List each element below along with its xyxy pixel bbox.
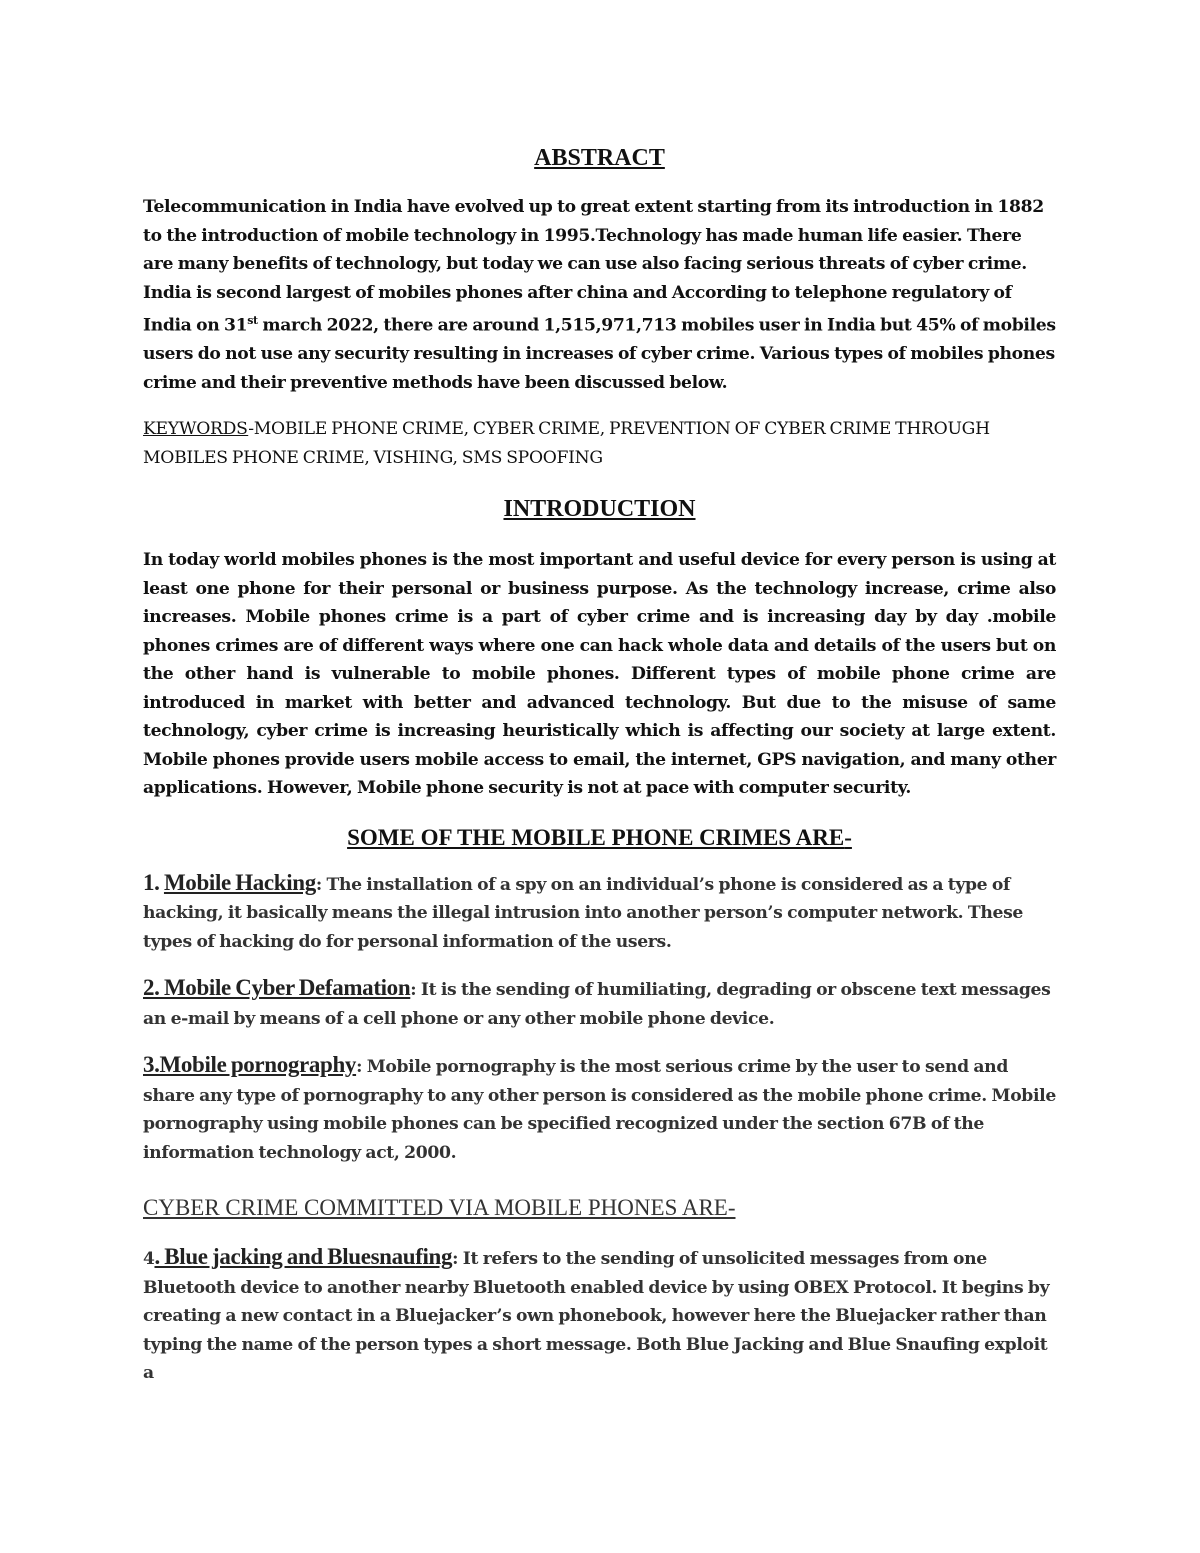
cyber-crime-section-heading: CYBER CRIME COMMITTED VIA MOBILE PHONES ARE- (143, 1195, 736, 1221)
keywords-text: -MOBILE PHONE CRIME, CYBER CRIME, PREVENTION OF CYBER CRIME THROUGH MOBILES PHONE CRIME, VISHING, SMS SPOOFING (143, 419, 990, 468)
crime-item-text: : It refers to the sending of unsolicited messages from one Bluetooth device to another nearby Bluetooth enabled device by using OBEX Protocol. It begins by creating a new contact in a Bluejacker’s own phonebook, however here the Bluejacker rather than typing the name of the person types a short message. Both Blue Jacking and Blue Snaufing exploit a (143, 1249, 1050, 1384)
crime-item-mobile-pornography (143, 1051, 1056, 1167)
crime-item-text: : It is the sending of humiliating, degrading or obscene text messages an e-mail by means of a cell phone or any other mobile phone device. (143, 980, 1051, 1029)
crime-item-title (143, 870, 316, 895)
crime-item-number: 4 (143, 1249, 155, 1270)
crime-item-mobile-hacking (143, 869, 1056, 957)
crime-item-title (143, 1052, 356, 1077)
abstract-ordinal-suffix: st (247, 314, 258, 327)
crimes-heading-text: SOME OF THE MOBILE PHONE CRIMES ARE (347, 824, 845, 850)
crime-item-text: : Mobile pornography is the most serious crime by the user to send and share any type of pornography to any other person is considered as the mobile phone crime. Mobile pornography using mobile phones can be specified recognized under the section 67B of the information technology act, 2000. (143, 1057, 1056, 1163)
crime-item-blue-jacking (143, 1243, 1056, 1388)
keywords-label: KEYWORDS (143, 419, 249, 440)
abstract-paragraph (143, 193, 1056, 397)
crime-item-title-text: . Blue jacking and Bluesnaufing (154, 1244, 453, 1270)
crime-item-title-text: 3.Mobile pornography (143, 1052, 357, 1078)
crime-item-number: 1. (143, 869, 164, 895)
crime-item-title-text: 2. Mobile Cyber Defamation (143, 975, 411, 1001)
crime-item-title-text: Mobile Hacking (163, 869, 316, 895)
crime-item-text: : The installation of a spy on an individual’s phone is considered as a type of hacking, it basically means the illegal intrusion into another person’s computer network. These types of hacking do for personal information of the users. (143, 874, 1023, 952)
abstract-text-part1: Telecommunication in India have evolved up to great extent starting from its introduction in 1882 to the introduction of mobile technology in 1995.Technology has made human life easier. There are many benefits of technology, but today we can use also facing serious threats of cyber crime. India is second largest of mobiles phones after china and According to telephone regulatory of India on 31 (143, 197, 1044, 336)
crimes-heading-dash: - (844, 824, 852, 850)
crime-item-cyber-defamation (143, 974, 1056, 1033)
crime-item-title (143, 975, 410, 1000)
abstract-text-part2: march 2022, there are around 1,515,971,713 mobiles user in India but 45% of mobiles users do not use any security resulting in increases of cyber crime. Various types of mobiles phones crime and their preventive methods have been discussed below. (143, 315, 1056, 393)
keywords-paragraph (143, 415, 1056, 472)
introduction-heading: INTRODUCTION (503, 496, 696, 523)
abstract-heading: ABSTRACT (534, 145, 665, 171)
introduction-paragraph: In today world mobiles phones is the most important and useful device for every person is using at least one phone for their personal or business purpose. As the technology increase, crime also increases. Mobile phones crime is a part of cyber crime and is increasing day by day .mobile phones crimes are of different ways where one can hack whole data and details of the users but on the other hand is vulnerable to mobile phones. Different types of mobile phone crime are introduced in market with better and advanced technology. But due to the misuse of same technology, cyber crime is increasing heuristically which is affecting our society at large extent. Mobile phones provide users mobile access to email, the internet, GPS navigation, and many other applications. However, Mobile phone security is not at pace with computer security. (143, 550, 1056, 799)
crime-item-title (154, 1244, 452, 1269)
crimes-heading (143, 823, 1056, 853)
